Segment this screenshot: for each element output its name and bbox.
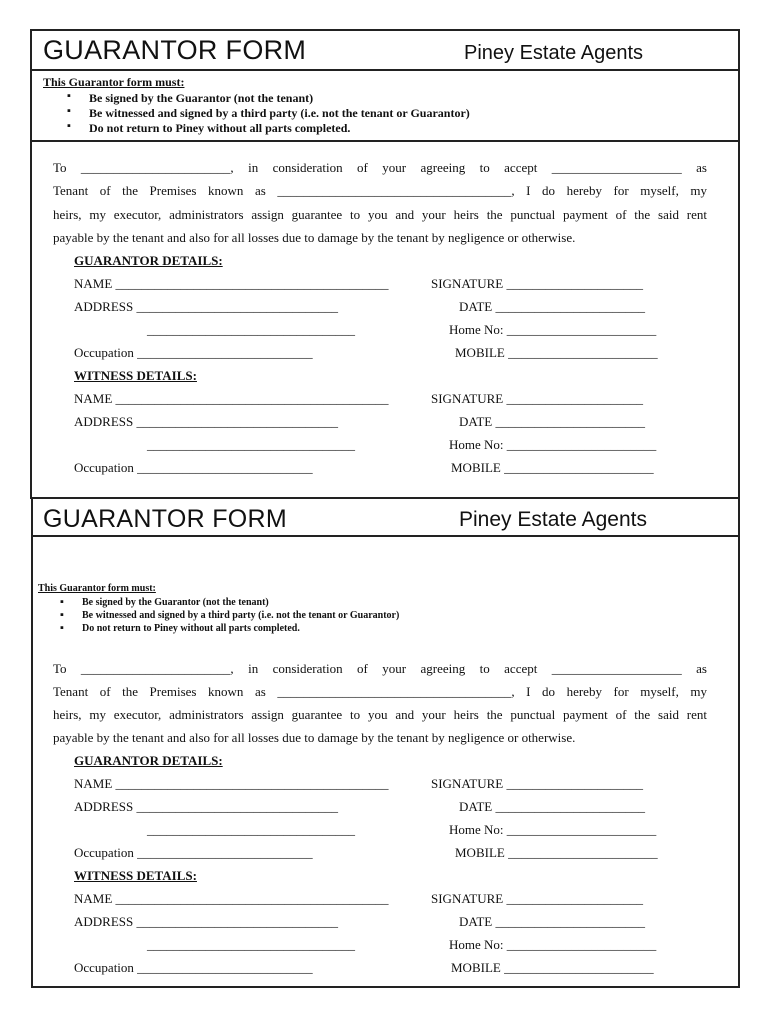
form2-guarantor-heading: GUARANTOR DETAILS: (74, 753, 223, 768)
form2-guarantor-name-field[interactable]: NAME __________________________________________ (74, 776, 389, 791)
form1-witness-name-field[interactable]: NAME __________________________________________ (74, 391, 389, 406)
form2-agreement-line: heirs, my executor, administrators assign guarantee to you and your heirs the punctual payment of the said rent (53, 707, 707, 722)
form1-header-divider (31, 69, 739, 71)
form1-agent-name: Piney Estate Agents (464, 42, 644, 64)
form2-witness-home-field[interactable]: Home No: _______________________ (449, 937, 657, 952)
form1-witness-home-field[interactable]: Home No: _______________________ (449, 437, 657, 452)
form1-witness-address-field[interactable]: ADDRESS _______________________________ (74, 414, 338, 429)
form1-agreement-line: payable by the tenant and also for all losses due to damage by the tenant by negligence or otherwise. (53, 230, 576, 245)
form2-agreement-line: To _______________________, in consideration of your agreeing to accept ____________________ as (53, 661, 707, 676)
form1-witness-date-field[interactable]: DATE _______________________ (459, 414, 645, 429)
form2-agent-name: Piney Estate Agents (459, 508, 647, 531)
form2-instructions-heading: This Guarantor form must: (38, 583, 156, 594)
form1-instruction-item: ▪ Be signed by the Guarantor (not the tenant) (89, 91, 313, 106)
form2-witness-mobile-field[interactable]: MOBILE _______________________ (451, 960, 654, 975)
form2-witness-heading: WITNESS DETAILS: (74, 868, 197, 883)
form2-header-divider (32, 535, 739, 537)
form1-witness-heading: WITNESS DETAILS: (74, 368, 197, 383)
form2-witness-signature-field[interactable]: SIGNATURE _____________________ (431, 891, 643, 906)
form1-agreement-line: heirs, my executor, administrators assign guarantee to you and your heirs the punctual payment of the said rent (53, 207, 707, 222)
form1-guarantor-occupation-field[interactable]: Occupation ___________________________ (74, 345, 313, 360)
form2-guarantor-occupation-field[interactable]: Occupation ___________________________ (74, 845, 313, 860)
form1-instruction-item: ▪ Do not return to Piney without all parts completed. (89, 121, 350, 136)
form2-instruction-item: ▪ Do not return to Piney without all parts completed. (82, 623, 300, 634)
form2-title: GUARANTOR FORM (43, 505, 288, 533)
form2-guarantor-mobile-field[interactable]: MOBILE _______________________ (455, 845, 658, 860)
form2-guarantor-signature-field[interactable]: SIGNATURE _____________________ (431, 776, 643, 791)
form1-instructions-divider (31, 140, 739, 142)
form2-agreement-line: Tenant of the Premises known as ____________________________________, I do hereby for myself, my (53, 684, 707, 699)
form2-agreement-line: payable by the tenant and also for all losses due to damage by the tenant by negligence or otherwise. (53, 730, 576, 745)
form2-guarantor-date-field[interactable]: DATE _______________________ (459, 799, 645, 814)
form1-guarantor-home-field[interactable]: Home No: _______________________ (449, 322, 657, 337)
form1-instructions-heading: This Guarantor form must: (43, 75, 185, 89)
form1-witness-occupation-field[interactable]: Occupation ___________________________ (74, 460, 313, 475)
form1-guarantor-address-field[interactable]: ADDRESS _______________________________ (74, 299, 338, 314)
form2-witness-date-field[interactable]: DATE _______________________ (459, 914, 645, 929)
form2-instruction-item: ▪ Be signed by the Guarantor (not the tenant) (82, 597, 269, 608)
form2-witness-occupation-field[interactable]: Occupation ___________________________ (74, 960, 313, 975)
form1-witness-address-line2[interactable]: ________________________________ (147, 437, 355, 452)
form1-guarantor-date-field[interactable]: DATE _______________________ (459, 299, 645, 314)
form1-witness-mobile-field[interactable]: MOBILE _______________________ (451, 460, 654, 475)
form2-guarantor-address-field[interactable]: ADDRESS _______________________________ (74, 799, 338, 814)
form2-witness-address-line2[interactable]: ________________________________ (147, 937, 355, 952)
form1-guarantor-signature-field[interactable]: SIGNATURE _____________________ (431, 276, 643, 291)
form1-guarantor-name-field[interactable]: NAME __________________________________________ (74, 276, 389, 291)
form2-guarantor-address-line2[interactable]: ________________________________ (147, 822, 355, 837)
form1-instruction-item: ▪ Be witnessed and signed by a third party (i.e. not the tenant or Guarantor) (89, 106, 470, 121)
form1-guarantor-heading: GUARANTOR DETAILS: (74, 253, 223, 268)
form2-instruction-item: ▪ Be witnessed and signed by a third party (i.e. not the tenant or Guarantor) (82, 610, 399, 621)
form1-title: GUARANTOR FORM (43, 35, 307, 65)
form1-guarantor-mobile-field[interactable]: MOBILE _______________________ (455, 345, 658, 360)
form2-witness-address-field[interactable]: ADDRESS _______________________________ (74, 914, 338, 929)
form2-witness-name-field[interactable]: NAME __________________________________________ (74, 891, 389, 906)
form2-guarantor-home-field[interactable]: Home No: _______________________ (449, 822, 657, 837)
form1-guarantor-address-line2[interactable]: ________________________________ (147, 322, 355, 337)
form1-witness-signature-field[interactable]: SIGNATURE _____________________ (431, 391, 643, 406)
form1-agreement-line: Tenant of the Premises known as ____________________________________, I do hereby for myself, my (53, 183, 707, 198)
form1-agreement-line: To _______________________, in consideration of your agreeing to accept ____________________ as (53, 160, 707, 175)
